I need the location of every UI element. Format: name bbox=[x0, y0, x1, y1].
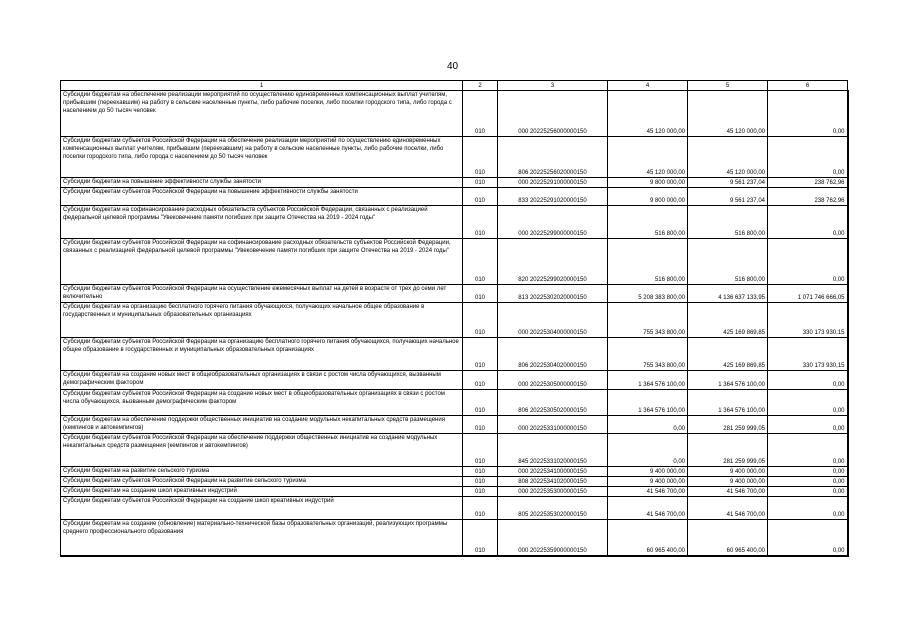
row-code-cell: 010 bbox=[463, 91, 498, 137]
row-kbk-cell: 806 20225305020000150 bbox=[498, 390, 608, 416]
table-header-row bbox=[61, 81, 848, 91]
row-name-cell: Субсидии бюджетам субъектов Российской Федерации на обеспечение поддержки общественных инициатив на создание модульных некапитальных средств размещения (кемпингов и автокемпингов) bbox=[61, 434, 463, 467]
row-value-cell: 9 400 000,00 bbox=[608, 477, 688, 487]
row-kbk-cell: 000 20225256000000150 bbox=[498, 91, 608, 137]
row-value-cell: 9 561 237,04 bbox=[688, 188, 768, 206]
column-header: 2 bbox=[463, 81, 498, 91]
row-name-cell: Субсидии бюджетам на создание новых мест в общеобразовательных организациях в связи с ростом числа обучающихся, вызванным демографическим фактором bbox=[61, 371, 463, 390]
row-value-cell: 755 343 800,00 bbox=[608, 303, 688, 338]
row-kbk-cell: 000 20225341000000150 bbox=[498, 467, 608, 477]
row-kbk-cell: 845 20225331020000150 bbox=[498, 434, 608, 467]
row-code-cell: 010 bbox=[463, 497, 498, 520]
row-value-cell: 516 800,00 bbox=[608, 206, 688, 239]
row-value-cell: 41 546 700,00 bbox=[688, 487, 768, 497]
row-code-cell: 010 bbox=[463, 239, 498, 285]
row-value-cell: 0,00 bbox=[768, 91, 848, 137]
row-value-cell: 425 169 869,85 bbox=[688, 303, 768, 338]
table-row bbox=[61, 239, 848, 285]
table-row bbox=[61, 520, 848, 556]
row-value-cell: 45 120 000,00 bbox=[608, 91, 688, 137]
row-code-cell: 010 bbox=[463, 206, 498, 239]
table-row bbox=[61, 285, 848, 303]
row-kbk-cell: 000 20225291000000150 bbox=[498, 178, 608, 188]
row-value-cell: 1 364 576 100,00 bbox=[608, 371, 688, 390]
table-row bbox=[61, 91, 848, 137]
column-header: 4 bbox=[608, 81, 688, 91]
row-value-cell: 41 546 700,00 bbox=[608, 487, 688, 497]
table-row bbox=[61, 188, 848, 206]
row-name-cell: Субсидии бюджетам на создание школ креативных индустрий bbox=[61, 487, 463, 497]
table-row bbox=[61, 416, 848, 434]
row-value-cell: 0,00 bbox=[768, 371, 848, 390]
row-value-cell: 0,00 bbox=[768, 487, 848, 497]
row-name-cell: Субсидии бюджетам на обеспечение реализации мероприятий по осуществлению единовременных компенсационных выплат учителям, прибывшим (переехавшим) на работу в сельские населенные пункты, либо рабочие поселки, либо поселки городского типа, либо города с населением до 50 тысяч человек bbox=[61, 91, 463, 137]
row-kbk-cell: 000 20225304000000150 bbox=[498, 303, 608, 338]
table-row bbox=[61, 390, 848, 416]
row-value-cell: 41 546 700,00 bbox=[688, 497, 768, 520]
row-value-cell: 1 364 576 100,00 bbox=[688, 390, 768, 416]
row-value-cell: 0,00 bbox=[768, 467, 848, 477]
table-row bbox=[61, 487, 848, 497]
row-kbk-cell: 808 20225341020000150 bbox=[498, 477, 608, 487]
row-value-cell: 1 364 576 100,00 bbox=[608, 390, 688, 416]
row-kbk-cell: 806 20225256020000150 bbox=[498, 137, 608, 178]
row-value-cell: 60 965 400,00 bbox=[688, 520, 768, 556]
row-value-cell: 0,00 bbox=[768, 239, 848, 285]
page-number: 40 bbox=[446, 61, 459, 72]
row-value-cell: 9 800 000,00 bbox=[608, 188, 688, 206]
row-value-cell: 516 800,00 bbox=[688, 206, 768, 239]
report-table bbox=[60, 80, 849, 557]
row-name-cell: Субсидии бюджетам субъектов Российской Федерации на организацию бесплатного горячего питания обучающихся, получающих начальное общее образование в государственных и муниципальных образовательных организациях bbox=[61, 338, 463, 371]
table-row bbox=[61, 338, 848, 371]
row-value-cell: 0,00 bbox=[768, 520, 848, 556]
row-code-cell: 010 bbox=[463, 137, 498, 178]
table-row bbox=[61, 371, 848, 390]
row-value-cell: 516 800,00 bbox=[688, 239, 768, 285]
row-code-cell: 010 bbox=[463, 434, 498, 467]
row-value-cell: 0,00 bbox=[768, 477, 848, 487]
row-value-cell: 0,00 bbox=[768, 416, 848, 434]
row-kbk-cell: 833 20225291020000150 bbox=[498, 188, 608, 206]
row-value-cell: 45 120 000,00 bbox=[688, 137, 768, 178]
row-code-cell: 010 bbox=[463, 467, 498, 477]
table-row bbox=[61, 303, 848, 338]
table-row bbox=[61, 497, 848, 520]
table-row bbox=[61, 467, 848, 477]
row-value-cell: 238 762,96 bbox=[768, 178, 848, 188]
row-kbk-cell: 806 20225304020000150 bbox=[498, 338, 608, 371]
row-value-cell: 330 173 930,15 bbox=[768, 338, 848, 371]
column-header: 5 bbox=[688, 81, 768, 91]
row-value-cell: 9 800 000,00 bbox=[608, 178, 688, 188]
row-code-cell: 010 bbox=[463, 285, 498, 303]
row-value-cell: 425 169 869,85 bbox=[688, 338, 768, 371]
row-kbk-cell: 000 20225305000000150 bbox=[498, 371, 608, 390]
row-code-cell: 010 bbox=[463, 303, 498, 338]
row-value-cell: 516 800,00 bbox=[608, 239, 688, 285]
row-value-cell: 41 546 700,00 bbox=[608, 497, 688, 520]
row-value-cell: 9 400 000,00 bbox=[688, 477, 768, 487]
row-kbk-cell: 813 20225302020000150 bbox=[498, 285, 608, 303]
row-value-cell: 0,00 bbox=[608, 416, 688, 434]
table-row bbox=[61, 206, 848, 239]
row-name-cell: Субсидии бюджетам на организацию бесплатного горячего питания обучающихся, получающих начальное общее образование в государственных и муниципальных образовательных организациях bbox=[61, 303, 463, 338]
row-kbk-cell: 000 20225331000000150 bbox=[498, 416, 608, 434]
row-value-cell: 755 343 800,00 bbox=[608, 338, 688, 371]
row-name-cell: Субсидии бюджетам субъектов Российской Федерации на обеспечение реализации мероприятий по осуществлению единовременных компенсационных выплат учителям, прибывшим (переехавшим) на работу в сельские населенные пункты, либо рабочие поселки, либо поселки городского типа, либо города с населением до 50 тысяч человек bbox=[61, 137, 463, 178]
row-value-cell: 1 071 746 666,05 bbox=[768, 285, 848, 303]
row-code-cell: 010 bbox=[463, 477, 498, 487]
table-row bbox=[61, 434, 848, 467]
row-value-cell: 0,00 bbox=[608, 434, 688, 467]
row-value-cell: 238 762,96 bbox=[768, 188, 848, 206]
row-value-cell: 330 173 930,15 bbox=[768, 303, 848, 338]
row-name-cell: Субсидии бюджетам на создание (обновление) материально-технической базы образовательных организаций, реализующих программы среднего профессионального образования bbox=[61, 520, 463, 556]
row-value-cell: 0,00 bbox=[768, 497, 848, 520]
row-name-cell: Субсидии бюджетам на развитие сельского туризма bbox=[61, 467, 463, 477]
row-value-cell: 9 400 000,00 bbox=[688, 467, 768, 477]
row-name-cell: Субсидии бюджетам субъектов Российской Федерации на создание новых мест в общеобразовательных организациях в связи с ростом числа обучающихся, вызванным демографическим фактором bbox=[61, 390, 463, 416]
row-name-cell: Субсидии бюджетам на обеспечение поддержки общественных инициатив на создание модульных некапитальных средств размещения (кемпингов и автокемпингов) bbox=[61, 416, 463, 434]
row-value-cell: 9 400 000,00 bbox=[608, 467, 688, 477]
row-value-cell: 0,00 bbox=[768, 206, 848, 239]
row-kbk-cell: 805 20225353020000150 bbox=[498, 497, 608, 520]
row-value-cell: 281 259 999,05 bbox=[688, 416, 768, 434]
row-value-cell: 1 364 576 100,00 bbox=[688, 371, 768, 390]
row-kbk-cell: 000 20225353000000150 bbox=[498, 487, 608, 497]
table-row bbox=[61, 137, 848, 178]
row-code-cell: 010 bbox=[463, 188, 498, 206]
row-value-cell: 0,00 bbox=[768, 434, 848, 467]
row-code-cell: 010 bbox=[463, 487, 498, 497]
column-header: 3 bbox=[498, 81, 608, 91]
row-value-cell: 45 120 000,00 bbox=[608, 137, 688, 178]
row-name-cell: Субсидии бюджетам на повышение эффективности службы занятости bbox=[61, 178, 463, 188]
row-kbk-cell: 820 20225299020000150 bbox=[498, 239, 608, 285]
row-value-cell: 5 208 383 800,00 bbox=[608, 285, 688, 303]
row-code-cell: 010 bbox=[463, 390, 498, 416]
table-row bbox=[61, 477, 848, 487]
row-value-cell: 0,00 bbox=[768, 137, 848, 178]
row-name-cell: Субсидии бюджетам субъектов Российской Федерации на развитие сельского туризма bbox=[61, 477, 463, 487]
row-code-cell: 010 bbox=[463, 338, 498, 371]
row-name-cell: Субсидии бюджетам субъектов Российской Федерации на софинансирование расходных обязательств субъектов Российской Федерации, связанных с реализацией федеральной целевой программы "Увековечение памяти погибших при защите Отечества на 2019 - 2024 годы" bbox=[61, 239, 463, 285]
column-header: 6 bbox=[768, 81, 848, 91]
row-code-cell: 010 bbox=[463, 371, 498, 390]
column-header: 1 bbox=[61, 81, 463, 91]
row-code-cell: 010 bbox=[463, 178, 498, 188]
table-row bbox=[61, 178, 848, 188]
row-value-cell: 9 561 237,04 bbox=[688, 178, 768, 188]
row-name-cell: Субсидии бюджетам субъектов Российской Федерации на осуществление ежемесячных выплат на детей в возрасте от трех до семи лет включительно bbox=[61, 285, 463, 303]
row-name-cell: Субсидии бюджетам субъектов Российской Федерации на повышение эффективности службы занятости bbox=[61, 188, 463, 206]
row-name-cell: Субсидии бюджетам субъектов Российской Федерации на создание школ креативных индустрий bbox=[61, 497, 463, 520]
row-kbk-cell: 000 20225299000000150 bbox=[498, 206, 608, 239]
row-value-cell: 0,00 bbox=[768, 390, 848, 416]
row-name-cell: Субсидии бюджетам на софинансирование расходных обязательств субъектов Российской Федерации, связанных с реализацией федеральной целевой программы "Увековечение памяти погибших при защите Отечества на 2019 - 2024 годы" bbox=[61, 206, 463, 239]
row-code-cell: 010 bbox=[463, 520, 498, 556]
row-code-cell: 010 bbox=[463, 416, 498, 434]
row-kbk-cell: 000 20225359000000150 bbox=[498, 520, 608, 556]
row-value-cell: 45 120 000,00 bbox=[688, 91, 768, 137]
row-value-cell: 4 136 637 133,95 bbox=[688, 285, 768, 303]
row-value-cell: 281 259 999,05 bbox=[688, 434, 768, 467]
row-value-cell: 60 965 400,00 bbox=[608, 520, 688, 556]
